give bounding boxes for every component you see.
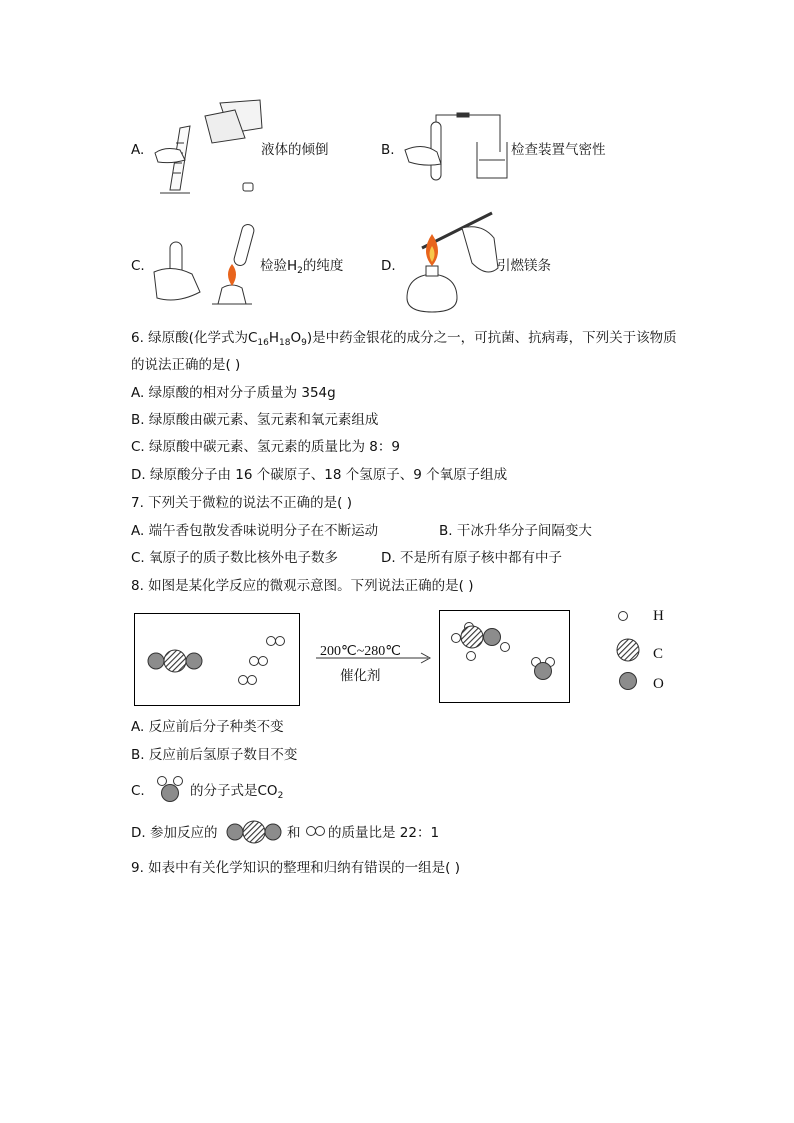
- q5-option-d-label: 引燃镁条: [497, 258, 551, 274]
- legend-h-atom: [619, 612, 628, 621]
- reactant-molecules: [134, 613, 300, 706]
- q8-option-d-suffix: 的质量比是 22：1: [328, 825, 440, 841]
- q6-stem-line2: 的说法正确的是( ): [131, 357, 241, 373]
- q7-option-a: A. 端午香包散发香味说明分子在不断运动: [131, 523, 379, 539]
- q8-option-b: B. 反应前后氢原子数目不变: [131, 747, 298, 763]
- legend-c-atom: [617, 639, 639, 661]
- q5-option-a-label: 液体的倾倒: [261, 142, 329, 158]
- product-molecules: [439, 610, 570, 703]
- q8-option-d-h2-molecule: [305, 824, 327, 838]
- q6-option-b: B. 绿原酸由碳元素、氢元素和氧元素组成: [131, 412, 379, 428]
- q6-stem-line1: 6. 绿原酸(化学式为$C_{16}H_{18}O_9$)是中药金银花的成分之一，可抗菌、抗病毒，下列关于该物质: [131, 330, 677, 348]
- reaction-condition-catalyst: 催化剂: [340, 668, 381, 684]
- q5-option-a-letter: A.: [131, 142, 145, 158]
- q7-option-c: C. 氧原子的质子数比核外电子数多: [131, 550, 339, 566]
- q5-option-c-label: 检验$H_2$的纯度: [260, 258, 344, 276]
- q5-option-c-letter: C.: [131, 258, 145, 274]
- legend-o-label: O: [653, 676, 664, 692]
- co2-molecule-o-right: [186, 653, 202, 669]
- atom-legend: [612, 604, 646, 694]
- legend-c-label: C: [653, 646, 664, 662]
- liquid-pouring-illustration: [150, 98, 265, 198]
- hydrogen-purity-test-illustration: [152, 222, 262, 307]
- airtightness-check-illustration: [405, 112, 510, 187]
- q8-option-d-and: 和: [287, 825, 301, 841]
- q9-stem: 9. 如表中有关化学知识的整理和归纳有错误的一组是( ): [131, 860, 460, 876]
- q8-option-c-molecule: [154, 776, 188, 804]
- q8-option-c-text: 的分子式是$CO_2$: [190, 783, 284, 801]
- q6-option-a: A. 绿原酸的相对分子质量为 354g: [131, 385, 336, 401]
- q8-stem: 8. 如图是某化学反应的微观示意图。下列说法正确的是( ): [131, 578, 474, 594]
- q5-option-b-letter: B.: [381, 142, 395, 158]
- q7-option-d: D. 不是所有原子核中都有中子: [381, 550, 562, 566]
- q8-option-c-letter: C.: [131, 783, 145, 799]
- q6-option-d: D. 绿原酸分子由 16 个碳原子、18 个氢原子、9 个氧原子组成: [131, 467, 508, 483]
- co2-molecule-o-left: [148, 653, 164, 669]
- reaction-condition-temperature: 200℃~280℃: [320, 644, 402, 659]
- q5-option-d-letter: D.: [381, 258, 396, 274]
- legend-h-label: H: [653, 608, 664, 624]
- q8-option-a: A. 反应前后分子种类不变: [131, 719, 284, 735]
- q8-option-d-prefix: D. 参加反应的: [131, 825, 218, 841]
- magnesium-ignition-illustration: [402, 208, 502, 320]
- q7-stem: 7. 下列关于微粒的说法不正确的是( ): [131, 495, 352, 511]
- q6-option-c: C. 绿原酸中碳元素、氢元素的质量比为 8：9: [131, 439, 400, 455]
- co2-molecule-c: [164, 650, 186, 672]
- q7-option-b: B. 干冰升华分子间隔变大: [439, 523, 592, 539]
- q8-option-d-co2-molecule: [226, 820, 284, 846]
- q5-option-b-label: 检查装置气密性: [511, 142, 606, 158]
- legend-o-atom: [620, 673, 637, 690]
